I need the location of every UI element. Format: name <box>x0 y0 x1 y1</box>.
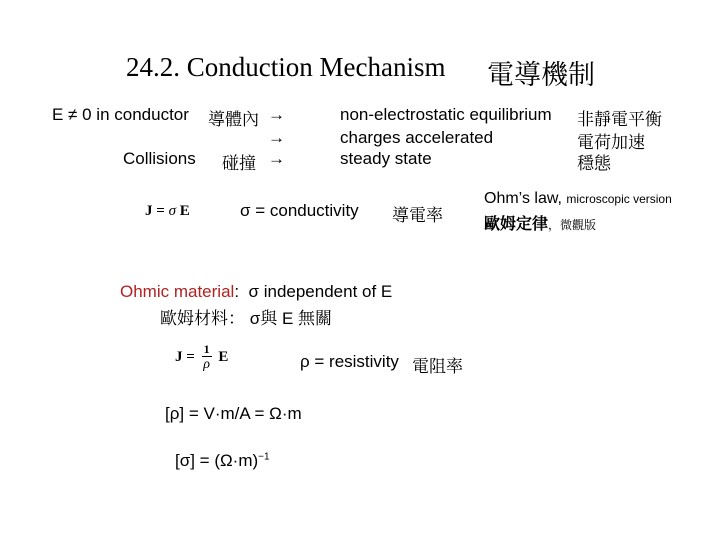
steady-state-text: steady state <box>340 149 432 168</box>
charges-accelerated-text: charges accelerated <box>340 128 494 147</box>
equals-sign: = <box>152 203 169 219</box>
inside-conductor-zh: 導體內 <box>208 110 259 129</box>
charges-accelerated-zh: 電荷加速 <box>577 133 645 152</box>
rho-units: [ρ] = V·m/A = Ω·m <box>165 404 302 423</box>
ohmic-material-zh-line <box>160 304 332 329</box>
equation-resistivity <box>175 343 228 372</box>
arrow-icon: → <box>268 128 285 147</box>
field-symbol: E <box>175 203 190 219</box>
sigma-independent-zh: σ與 E 無關 <box>249 309 333 328</box>
sigma-units-base: [σ] = (Ω·m) <box>175 451 259 470</box>
conductivity-definition: σ = conductivity <box>240 201 359 220</box>
slide-title-chinese: 電導機制 <box>487 60 595 90</box>
ohmic-material-line <box>120 282 392 302</box>
fraction-denominator: ρ <box>203 357 210 372</box>
arrow-icon: → <box>268 105 285 124</box>
sigma-symbol: σ <box>168 203 176 219</box>
ohms-law-heading <box>484 190 672 208</box>
fraction-numerator: 1 <box>203 342 210 356</box>
resistivity-definition: ρ = resistivity <box>300 352 399 371</box>
ohms-law-subtitle: microscopic version <box>566 192 672 206</box>
current-density-symbol: J <box>145 203 153 219</box>
steady-state-zh: 穩態 <box>577 154 611 173</box>
equation-ohm-microscopic <box>145 203 190 220</box>
field-symbol: E <box>214 348 229 365</box>
conductivity-zh: 導電率 <box>392 206 443 225</box>
collisions-zh: 碰撞 <box>222 154 256 173</box>
slide-title: 24.2. Conduction Mechanism <box>126 52 446 82</box>
e-nonzero-label: E ≠ 0 in conductor <box>52 105 189 124</box>
resistivity-zh: 電阻率 <box>412 357 463 376</box>
colon: : <box>234 282 240 301</box>
non-electrostatic-text: non-electrostatic equilibrium <box>340 105 552 124</box>
sigma-units <box>175 451 270 471</box>
ohms-law-zh-subtitle: ，微觀版 <box>548 218 597 232</box>
current-density-symbol: J <box>175 348 183 365</box>
one-over-rho-fraction <box>202 343 212 372</box>
ohms-law-zh: 歐姆定律 <box>484 216 549 233</box>
ohms-law-zh-heading <box>484 211 596 234</box>
collisions-label: Collisions <box>123 149 196 168</box>
arrow-icon: → <box>268 149 285 168</box>
equals-sign: = <box>182 348 199 365</box>
ohmic-material-zh-label: 歐姆材料： <box>160 309 245 328</box>
ohms-law-title: Ohm’s law, <box>484 190 562 207</box>
sigma-units-exponent: −1 <box>258 451 270 463</box>
ohmic-material-label: Ohmic material <box>120 282 235 301</box>
non-electrostatic-zh: 非靜電平衡 <box>577 110 662 129</box>
sigma-independent-text: σ independent of E <box>248 282 393 301</box>
